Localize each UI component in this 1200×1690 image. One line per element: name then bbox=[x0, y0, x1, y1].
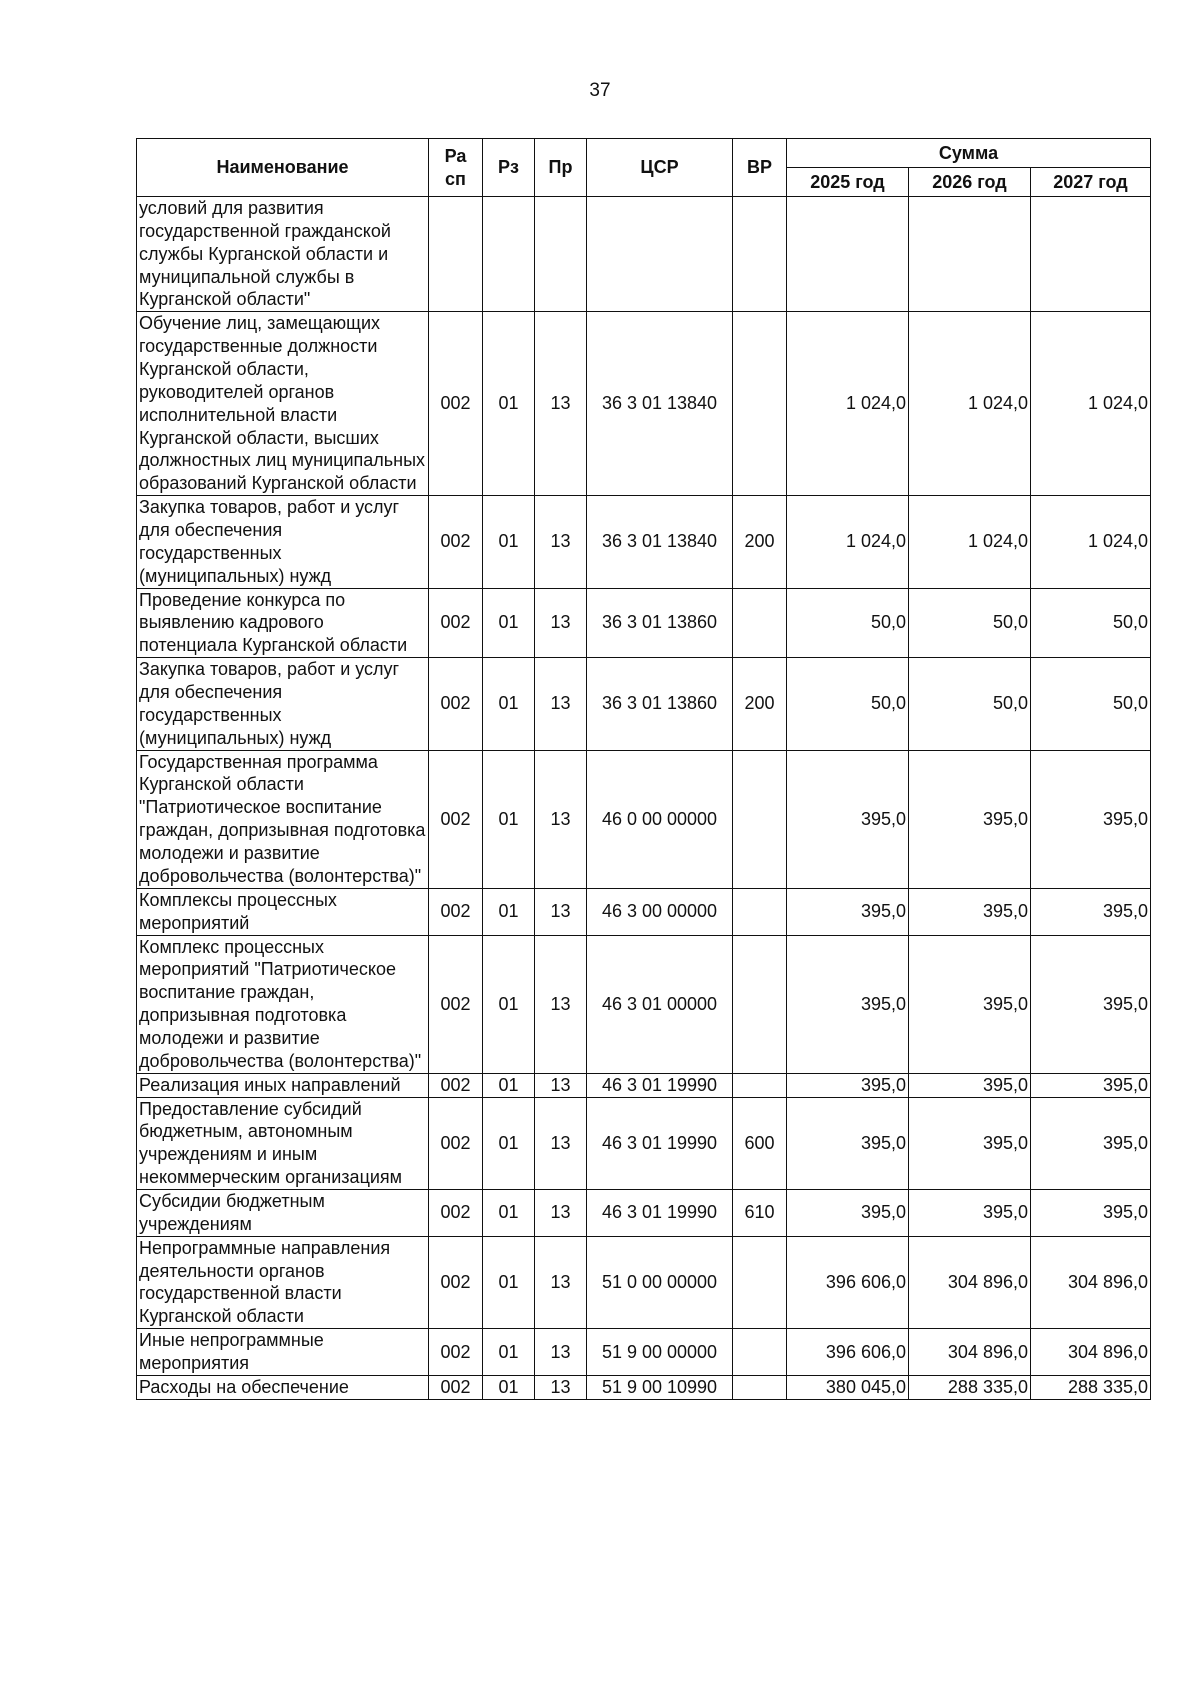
cell-vr: 200 bbox=[733, 658, 787, 750]
table-body bbox=[137, 197, 1151, 1400]
cell-rasp: 002 bbox=[429, 1189, 483, 1236]
cell-csr: 36 3 01 13860 bbox=[587, 658, 733, 750]
table-row bbox=[137, 1189, 1151, 1236]
cell-rz: 01 bbox=[483, 312, 535, 496]
cell-2025: 395,0 bbox=[787, 1189, 909, 1236]
cell-name: Субсидии бюджетным учреждениям bbox=[137, 1189, 429, 1236]
cell-2025: 396 606,0 bbox=[787, 1329, 909, 1376]
cell-rz: 01 bbox=[483, 1329, 535, 1376]
cell-2027: 395,0 bbox=[1031, 888, 1151, 935]
cell-2026: 395,0 bbox=[909, 935, 1031, 1073]
table-row bbox=[137, 888, 1151, 935]
cell-rasp: 002 bbox=[429, 496, 483, 588]
cell-pr: 13 bbox=[535, 888, 587, 935]
cell-2026: 288 335,0 bbox=[909, 1375, 1031, 1399]
cell-2027: 395,0 bbox=[1031, 1189, 1151, 1236]
cell-2027: 395,0 bbox=[1031, 935, 1151, 1073]
cell-2026: 50,0 bbox=[909, 658, 1031, 750]
cell-pr: 13 bbox=[535, 588, 587, 658]
header-csr: ЦСР bbox=[587, 139, 733, 197]
cell-rasp: 002 bbox=[429, 888, 483, 935]
budget-table bbox=[136, 138, 1151, 1400]
cell-2026 bbox=[909, 197, 1031, 312]
cell-rz: 01 bbox=[483, 935, 535, 1073]
header-pr: Пр bbox=[535, 139, 587, 197]
cell-rz: 01 bbox=[483, 1375, 535, 1399]
cell-pr: 13 bbox=[535, 1375, 587, 1399]
cell-2025: 1 024,0 bbox=[787, 312, 909, 496]
cell-rz: 01 bbox=[483, 1189, 535, 1236]
table-row bbox=[137, 658, 1151, 750]
cell-rz: 01 bbox=[483, 888, 535, 935]
cell-2027: 395,0 bbox=[1031, 1073, 1151, 1097]
cell-pr: 13 bbox=[535, 1329, 587, 1376]
cell-2027: 395,0 bbox=[1031, 1097, 1151, 1189]
cell-vr bbox=[733, 312, 787, 496]
page-number: 37 bbox=[589, 80, 611, 101]
header-2026: 2026 год bbox=[909, 168, 1031, 197]
cell-2025: 1 024,0 bbox=[787, 496, 909, 588]
cell-name: Государственная программа Курганской области "Патриотическое воспитание граждан, допризывная подготовка молодежи и развитие добровольчества (волонтерства)" bbox=[137, 750, 429, 888]
cell-csr: 46 3 01 19990 bbox=[587, 1189, 733, 1236]
cell-rasp bbox=[429, 197, 483, 312]
cell-name: Закупка товаров, работ и услуг для обеспечения государственных (муниципальных) нужд bbox=[137, 496, 429, 588]
cell-2026: 395,0 bbox=[909, 1073, 1031, 1097]
cell-vr bbox=[733, 888, 787, 935]
cell-2026: 304 896,0 bbox=[909, 1329, 1031, 1376]
cell-name: Непрограммные направления деятельности органов государственной власти Курганской области bbox=[137, 1236, 429, 1328]
cell-pr: 13 bbox=[535, 1073, 587, 1097]
cell-rasp: 002 bbox=[429, 1073, 483, 1097]
cell-name: Проведение конкурса по выявлению кадрового потенциала Курганской области bbox=[137, 588, 429, 658]
cell-pr: 13 bbox=[535, 496, 587, 588]
cell-2025: 380 045,0 bbox=[787, 1375, 909, 1399]
cell-rz: 01 bbox=[483, 588, 535, 658]
cell-2025: 395,0 bbox=[787, 1097, 909, 1189]
cell-name: Расходы на обеспечение bbox=[137, 1375, 429, 1399]
cell-rz bbox=[483, 197, 535, 312]
cell-rz: 01 bbox=[483, 496, 535, 588]
cell-rz: 01 bbox=[483, 658, 535, 750]
cell-2027: 304 896,0 bbox=[1031, 1236, 1151, 1328]
cell-2026: 395,0 bbox=[909, 1097, 1031, 1189]
cell-2026: 395,0 bbox=[909, 750, 1031, 888]
cell-vr bbox=[733, 588, 787, 658]
cell-2025 bbox=[787, 197, 909, 312]
cell-pr: 13 bbox=[535, 658, 587, 750]
cell-rasp: 002 bbox=[429, 750, 483, 888]
cell-vr bbox=[733, 1375, 787, 1399]
cell-name: Комплекс процессных мероприятий "Патриотическое воспитание граждан, допризывная подготовка молодежи и развитие добровольчества (волонтерства)" bbox=[137, 935, 429, 1073]
cell-2026: 304 896,0 bbox=[909, 1236, 1031, 1328]
cell-2025: 50,0 bbox=[787, 658, 909, 750]
cell-pr bbox=[535, 197, 587, 312]
cell-2027: 1 024,0 bbox=[1031, 496, 1151, 588]
cell-vr bbox=[733, 197, 787, 312]
cell-vr bbox=[733, 935, 787, 1073]
cell-2027: 288 335,0 bbox=[1031, 1375, 1151, 1399]
cell-2027: 395,0 bbox=[1031, 750, 1151, 888]
cell-vr bbox=[733, 1329, 787, 1376]
cell-name: Предоставление субсидий бюджетным, автономным учреждениям и иным некоммерческим организациям bbox=[137, 1097, 429, 1189]
table-row bbox=[137, 1073, 1151, 1097]
cell-2027: 50,0 bbox=[1031, 658, 1151, 750]
header-rasp-line2: сп bbox=[445, 168, 466, 189]
cell-csr: 46 0 00 00000 bbox=[587, 750, 733, 888]
cell-csr: 51 0 00 00000 bbox=[587, 1236, 733, 1328]
cell-vr: 610 bbox=[733, 1189, 787, 1236]
cell-2027: 304 896,0 bbox=[1031, 1329, 1151, 1376]
cell-rasp: 002 bbox=[429, 935, 483, 1073]
cell-rasp: 002 bbox=[429, 1329, 483, 1376]
header-sum: Сумма bbox=[787, 139, 1151, 168]
header-vr: ВР bbox=[733, 139, 787, 197]
cell-pr: 13 bbox=[535, 750, 587, 888]
header-2027: 2027 год bbox=[1031, 168, 1151, 197]
table-header bbox=[137, 139, 1151, 197]
cell-2025: 396 606,0 bbox=[787, 1236, 909, 1328]
cell-rz: 01 bbox=[483, 1236, 535, 1328]
cell-csr: 46 3 00 00000 bbox=[587, 888, 733, 935]
cell-vr: 600 bbox=[733, 1097, 787, 1189]
cell-csr: 46 3 01 00000 bbox=[587, 935, 733, 1073]
cell-csr: 51 9 00 00000 bbox=[587, 1329, 733, 1376]
cell-name: условий для развития государственной гражданской службы Курганской области и муниципальной службы в Курганской области" bbox=[137, 197, 429, 312]
cell-name: Комплексы процессных мероприятий bbox=[137, 888, 429, 935]
table-row bbox=[137, 1097, 1151, 1189]
cell-rasp: 002 bbox=[429, 1375, 483, 1399]
cell-name: Обучение лиц, замещающих государственные должности Курганской области, руководителей органов исполнительной власти Курганской области, высших должностных лиц муниципальных образований Курганской области bbox=[137, 312, 429, 496]
cell-pr: 13 bbox=[535, 312, 587, 496]
cell-2025: 395,0 bbox=[787, 1073, 909, 1097]
cell-csr: 36 3 01 13840 bbox=[587, 496, 733, 588]
header-name: Наименование bbox=[137, 139, 429, 197]
cell-2025: 395,0 bbox=[787, 935, 909, 1073]
cell-rasp: 002 bbox=[429, 588, 483, 658]
cell-2026: 1 024,0 bbox=[909, 496, 1031, 588]
cell-vr bbox=[733, 750, 787, 888]
table-row bbox=[137, 588, 1151, 658]
cell-name: Закупка товаров, работ и услуг для обеспечения государственных (муниципальных) нужд bbox=[137, 658, 429, 750]
cell-name: Иные непрограммные мероприятия bbox=[137, 1329, 429, 1376]
cell-pr: 13 bbox=[535, 1189, 587, 1236]
cell-name: Реализация иных направлений bbox=[137, 1073, 429, 1097]
cell-2027: 1 024,0 bbox=[1031, 312, 1151, 496]
cell-rasp: 002 bbox=[429, 1097, 483, 1189]
table-row bbox=[137, 750, 1151, 888]
cell-pr: 13 bbox=[535, 1097, 587, 1189]
cell-2025: 395,0 bbox=[787, 888, 909, 935]
table-row bbox=[137, 197, 1151, 312]
table-row bbox=[137, 312, 1151, 496]
table-row bbox=[137, 1329, 1151, 1376]
header-2025: 2025 год bbox=[787, 168, 909, 197]
cell-rasp: 002 bbox=[429, 658, 483, 750]
cell-2025: 50,0 bbox=[787, 588, 909, 658]
cell-2026: 50,0 bbox=[909, 588, 1031, 658]
cell-csr: 36 3 01 13840 bbox=[587, 312, 733, 496]
cell-rz: 01 bbox=[483, 1097, 535, 1189]
cell-2027: 50,0 bbox=[1031, 588, 1151, 658]
table-row bbox=[137, 935, 1151, 1073]
cell-vr bbox=[733, 1073, 787, 1097]
cell-vr: 200 bbox=[733, 496, 787, 588]
cell-2025: 395,0 bbox=[787, 750, 909, 888]
cell-csr bbox=[587, 197, 733, 312]
cell-csr: 51 9 00 10990 bbox=[587, 1375, 733, 1399]
header-rasp-line1: Ра bbox=[444, 145, 467, 166]
cell-rz: 01 bbox=[483, 1073, 535, 1097]
cell-pr: 13 bbox=[535, 1236, 587, 1328]
cell-pr: 13 bbox=[535, 935, 587, 1073]
table-row bbox=[137, 1236, 1151, 1328]
table-row bbox=[137, 1375, 1151, 1399]
header-rasp bbox=[429, 139, 483, 197]
cell-csr: 36 3 01 13860 bbox=[587, 588, 733, 658]
cell-2026: 395,0 bbox=[909, 1189, 1031, 1236]
cell-2026: 395,0 bbox=[909, 888, 1031, 935]
cell-2026: 1 024,0 bbox=[909, 312, 1031, 496]
cell-csr: 46 3 01 19990 bbox=[587, 1097, 733, 1189]
cell-csr: 46 3 01 19990 bbox=[587, 1073, 733, 1097]
table-row bbox=[137, 496, 1151, 588]
cell-rasp: 002 bbox=[429, 1236, 483, 1328]
cell-rz: 01 bbox=[483, 750, 535, 888]
cell-vr bbox=[733, 1236, 787, 1328]
cell-2027 bbox=[1031, 197, 1151, 312]
header-rz: Рз bbox=[483, 139, 535, 197]
cell-rasp: 002 bbox=[429, 312, 483, 496]
